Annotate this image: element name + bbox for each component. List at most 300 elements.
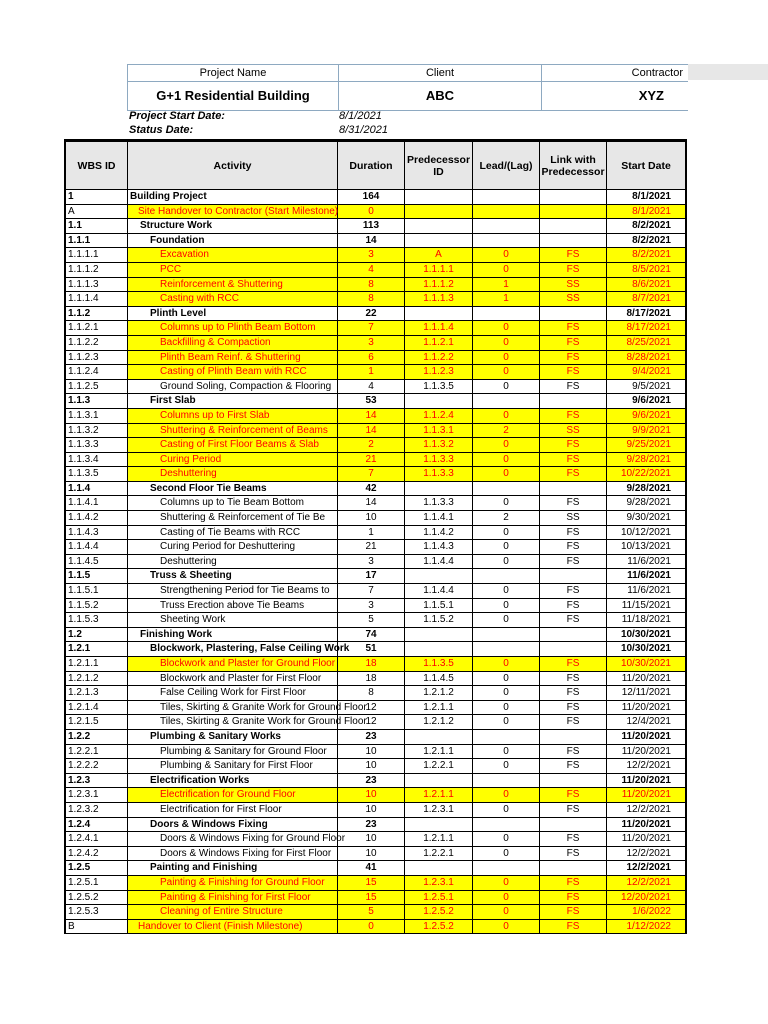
status-date-value: 8/31/2021 <box>339 124 388 136</box>
lead-lag-cell: 2 <box>473 424 540 439</box>
activity-cell: Painting and Finishing <box>128 861 338 876</box>
lead-lag-cell <box>473 861 540 876</box>
link-cell: FS <box>540 555 607 570</box>
link-cell: FS <box>540 613 607 628</box>
activity-cell: Second Floor Tie Beams <box>128 482 338 497</box>
wbs-cell: 1.1.3.3 <box>64 438 128 453</box>
predecessor-cell: 1.1.3.3 <box>405 467 473 482</box>
link-cell <box>540 628 607 643</box>
lead-lag-cell: 0 <box>473 365 540 380</box>
wbs-cell: 1.1.1 <box>64 234 128 249</box>
duration-cell: 10 <box>338 745 405 760</box>
lead-lag-cell: 0 <box>473 248 540 263</box>
link-cell: FS <box>540 803 607 818</box>
activity-cell: Plumbing & Sanitary for Ground Floor <box>128 745 338 760</box>
wbs-cell: 1.2.5.3 <box>64 905 128 920</box>
wbs-cell: 1.2.5 <box>64 861 128 876</box>
link-cell: FS <box>540 336 607 351</box>
link-cell: FS <box>540 876 607 891</box>
activity-cell: Backfilling & Compaction <box>128 336 338 351</box>
predecessor-cell <box>405 628 473 643</box>
start-date-cell: 10/22/2021 <box>607 467 687 482</box>
link-cell <box>540 190 607 205</box>
predecessor-cell: 1.1.3.1 <box>405 424 473 439</box>
lead-lag-cell: 0 <box>473 701 540 716</box>
duration-cell: 42 <box>338 482 405 497</box>
wbs-cell: 1.2.1.4 <box>64 701 128 716</box>
duration-cell: 0 <box>338 205 405 220</box>
start-date-cell: 12/2/2021 <box>607 876 687 891</box>
activity-cell: Casting of Plinth Beam with RCC <box>128 365 338 380</box>
predecessor-cell: 1.1.4.2 <box>405 526 473 541</box>
start-date-cell: 12/11/2021 <box>607 686 687 701</box>
wbs-cell: 1.2.3.1 <box>64 788 128 803</box>
start-date-cell: 8/2/2021 <box>607 234 687 249</box>
activity-cell: Blockwork and Plaster for First Floor <box>128 672 338 687</box>
table-row <box>64 380 687 395</box>
table-row <box>64 365 687 380</box>
activity-cell: Curing Period <box>128 453 338 468</box>
duration-cell: 3 <box>338 555 405 570</box>
client-value: ABC <box>338 81 541 111</box>
predecessor-cell <box>405 730 473 745</box>
predecessor-cell: 1.2.3.1 <box>405 803 473 818</box>
status-date-label: Status Date: <box>129 124 194 136</box>
activity-cell: Shuttering & Reinforcement of Beams <box>128 424 338 439</box>
duration-cell: 51 <box>338 642 405 657</box>
table-row <box>64 905 687 920</box>
activity-cell: Columns up to Tie Beam Bottom <box>128 496 338 511</box>
table-row <box>64 745 687 760</box>
start-date-cell: 9/5/2021 <box>607 380 687 395</box>
project-info-header <box>127 64 688 82</box>
wbs-cell: 1.1.4.4 <box>64 540 128 555</box>
duration-cell: 23 <box>338 818 405 833</box>
lead-lag-cell <box>473 774 540 789</box>
link-cell: FS <box>540 701 607 716</box>
lead-lag-cell: 0 <box>473 336 540 351</box>
col-header-wbs: WBS ID <box>64 142 128 190</box>
client-label: Client <box>338 64 541 82</box>
table-body <box>64 190 687 934</box>
lead-lag-cell: 0 <box>473 891 540 906</box>
duration-cell: 18 <box>338 672 405 687</box>
lead-lag-cell: 0 <box>473 263 540 278</box>
table-row <box>64 292 687 307</box>
duration-cell: 7 <box>338 467 405 482</box>
predecessor-cell: 1.1.2.1 <box>405 336 473 351</box>
predecessor-cell: 1.1.1.3 <box>405 292 473 307</box>
link-cell: FS <box>540 453 607 468</box>
wbs-cell: 1.2.5.1 <box>64 876 128 891</box>
activity-cell: Strengthening Period for Tie Beams to <box>128 584 338 599</box>
lead-lag-cell: 0 <box>473 467 540 482</box>
table-row <box>64 759 687 774</box>
wbs-cell: 1.1.4.3 <box>64 526 128 541</box>
activity-cell: False Ceiling Work for First Floor <box>128 686 338 701</box>
start-date-cell: 12/2/2021 <box>607 861 687 876</box>
predecessor-cell <box>405 642 473 657</box>
start-date-cell: 11/6/2021 <box>607 569 687 584</box>
link-cell <box>540 818 607 833</box>
activity-cell: Casting of Tie Beams with RCC <box>128 526 338 541</box>
activity-cell: Site Handover to Contractor (Start Milestone) <box>128 205 338 220</box>
wbs-cell: 1.2.2.2 <box>64 759 128 774</box>
wbs-cell: 1.2 <box>64 628 128 643</box>
activity-cell: Plumbing & Sanitary for First Floor <box>128 759 338 774</box>
lead-lag-cell <box>473 234 540 249</box>
link-cell: FS <box>540 409 607 424</box>
table-row <box>64 307 687 322</box>
wbs-cell: 1.1.2.2 <box>64 336 128 351</box>
link-cell: FS <box>540 263 607 278</box>
start-date-cell: 11/15/2021 <box>607 599 687 614</box>
wbs-cell: 1.1.3.5 <box>64 467 128 482</box>
predecessor-cell: 1.1.3.3 <box>405 496 473 511</box>
start-date-cell: 8/2/2021 <box>607 248 687 263</box>
activity-cell: Columns up to First Slab <box>128 409 338 424</box>
predecessor-cell: 1.1.4.4 <box>405 584 473 599</box>
start-date-cell: 11/20/2021 <box>607 730 687 745</box>
link-cell: FS <box>540 657 607 672</box>
duration-cell: 1 <box>338 365 405 380</box>
link-cell: FS <box>540 745 607 760</box>
col-header-activity: Activity <box>128 142 338 190</box>
lead-lag-cell <box>473 394 540 409</box>
start-date-cell: 9/6/2021 <box>607 409 687 424</box>
activity-cell: Columns up to Plinth Beam Bottom <box>128 321 338 336</box>
start-date-cell: 10/13/2021 <box>607 540 687 555</box>
table-row <box>64 891 687 906</box>
link-cell: FS <box>540 686 607 701</box>
lead-lag-cell: 0 <box>473 745 540 760</box>
start-date-cell: 8/17/2021 <box>607 307 687 322</box>
duration-cell: 7 <box>338 321 405 336</box>
duration-cell: 15 <box>338 891 405 906</box>
lead-lag-cell <box>473 482 540 497</box>
table-row <box>64 774 687 789</box>
table-row <box>64 584 687 599</box>
start-date-cell: 9/9/2021 <box>607 424 687 439</box>
table-row <box>64 190 687 205</box>
start-date-cell: 9/4/2021 <box>607 365 687 380</box>
link-cell <box>540 205 607 220</box>
lead-lag-cell <box>473 818 540 833</box>
start-date-cell: 8/5/2021 <box>607 263 687 278</box>
predecessor-cell: 1.2.1.1 <box>405 701 473 716</box>
link-cell: FS <box>540 847 607 862</box>
duration-cell: 14 <box>338 234 405 249</box>
table-row <box>64 555 687 570</box>
predecessor-cell: 1.1.4.3 <box>405 540 473 555</box>
lead-lag-cell: 0 <box>473 526 540 541</box>
wbs-cell: 1.2.3 <box>64 774 128 789</box>
start-date-cell: 8/7/2021 <box>607 292 687 307</box>
activity-cell: Curing Period for Deshuttering <box>128 540 338 555</box>
duration-cell: 10 <box>338 832 405 847</box>
col-header-predecessor: Predecessor ID <box>405 142 473 190</box>
link-cell: FS <box>540 672 607 687</box>
activity-cell: Electrification for Ground Floor <box>128 788 338 803</box>
project-info-values <box>127 81 688 111</box>
table-row <box>64 599 687 614</box>
table-row <box>64 394 687 409</box>
table-row <box>64 847 687 862</box>
predecessor-cell <box>405 307 473 322</box>
predecessor-cell: 1.2.5.1 <box>405 891 473 906</box>
start-date-cell: 11/6/2021 <box>607 584 687 599</box>
duration-cell: 15 <box>338 876 405 891</box>
predecessor-cell <box>405 861 473 876</box>
lead-lag-cell: 0 <box>473 584 540 599</box>
predecessor-cell: 1.1.3.3 <box>405 453 473 468</box>
wbs-cell: 1.1.5.2 <box>64 599 128 614</box>
start-date-cell: 11/6/2021 <box>607 555 687 570</box>
table-row <box>64 336 687 351</box>
lead-lag-cell: 0 <box>473 599 540 614</box>
duration-cell: 14 <box>338 424 405 439</box>
activity-cell: Doors & Windows Fixing for Ground Floor <box>128 832 338 847</box>
lead-lag-cell: 1 <box>473 292 540 307</box>
table-row <box>64 818 687 833</box>
predecessor-cell: 1.2.2.1 <box>405 759 473 774</box>
link-cell: FS <box>540 920 607 935</box>
predecessor-cell: 1.2.1.2 <box>405 715 473 730</box>
wbs-cell: 1.1.3.4 <box>64 453 128 468</box>
link-cell <box>540 307 607 322</box>
link-cell: FS <box>540 540 607 555</box>
duration-cell: 5 <box>338 613 405 628</box>
start-date-cell: 12/4/2021 <box>607 715 687 730</box>
wbs-cell: 1.2.1.2 <box>64 672 128 687</box>
project-start-label: Project Start Date: <box>129 110 225 122</box>
table-header <box>64 142 687 190</box>
table-row <box>64 628 687 643</box>
start-date-cell: 8/25/2021 <box>607 336 687 351</box>
start-date-cell: 9/28/2021 <box>607 482 687 497</box>
predecessor-cell: 1.1.1.4 <box>405 321 473 336</box>
wbs-cell: 1.1.3 <box>64 394 128 409</box>
predecessor-cell: 1.2.1.1 <box>405 832 473 847</box>
predecessor-cell: 1.1.3.2 <box>405 438 473 453</box>
start-date-cell: 1/6/2022 <box>607 905 687 920</box>
lead-lag-cell: 0 <box>473 832 540 847</box>
duration-cell: 10 <box>338 511 405 526</box>
duration-cell: 74 <box>338 628 405 643</box>
lead-lag-cell: 0 <box>473 847 540 862</box>
lead-lag-cell <box>473 730 540 745</box>
predecessor-cell: A <box>405 248 473 263</box>
link-cell: FS <box>540 715 607 730</box>
start-date-cell: 8/28/2021 <box>607 351 687 366</box>
wbs-cell: 1.2.2.1 <box>64 745 128 760</box>
duration-cell: 113 <box>338 219 405 234</box>
duration-cell: 8 <box>338 686 405 701</box>
lead-lag-cell: 0 <box>473 453 540 468</box>
wbs-cell: 1.1.5.3 <box>64 613 128 628</box>
lead-lag-cell <box>473 569 540 584</box>
start-date-cell: 9/25/2021 <box>607 438 687 453</box>
lead-lag-cell: 1 <box>473 278 540 293</box>
activity-cell: Finishing Work <box>128 628 338 643</box>
wbs-cell: 1.1.2.4 <box>64 365 128 380</box>
start-date-cell: 9/28/2021 <box>607 496 687 511</box>
table-row <box>64 263 687 278</box>
wbs-cell: 1.1.2.5 <box>64 380 128 395</box>
table-row <box>64 467 687 482</box>
table-row <box>64 861 687 876</box>
table-row <box>64 613 687 628</box>
activity-cell: PCC <box>128 263 338 278</box>
lead-lag-cell <box>473 307 540 322</box>
table-row <box>64 803 687 818</box>
duration-cell: 10 <box>338 759 405 774</box>
wbs-cell: B <box>64 920 128 935</box>
link-cell <box>540 219 607 234</box>
link-cell: SS <box>540 424 607 439</box>
lead-lag-cell: 0 <box>473 920 540 935</box>
predecessor-cell: 1.2.3.1 <box>405 876 473 891</box>
link-cell <box>540 861 607 876</box>
predecessor-cell: 1.1.2.3 <box>405 365 473 380</box>
start-date-cell: 11/20/2021 <box>607 788 687 803</box>
duration-cell: 14 <box>338 409 405 424</box>
table-row <box>64 482 687 497</box>
lead-lag-cell: 0 <box>473 555 540 570</box>
predecessor-cell <box>405 569 473 584</box>
start-date-cell: 12/2/2021 <box>607 759 687 774</box>
link-cell: FS <box>540 365 607 380</box>
col-header-lead-lag: Lead/(Lag) <box>473 142 540 190</box>
activity-cell: Deshuttering <box>128 467 338 482</box>
table-row <box>64 424 687 439</box>
duration-cell: 22 <box>338 307 405 322</box>
start-date-cell: 11/18/2021 <box>607 613 687 628</box>
table-row <box>64 569 687 584</box>
start-date-cell: 8/2/2021 <box>607 219 687 234</box>
link-cell <box>540 569 607 584</box>
lead-lag-cell: 0 <box>473 905 540 920</box>
start-date-cell: 11/20/2021 <box>607 774 687 789</box>
table-row <box>64 642 687 657</box>
duration-cell: 12 <box>338 715 405 730</box>
wbs-cell: 1.2.3.2 <box>64 803 128 818</box>
lead-lag-cell <box>473 628 540 643</box>
wbs-cell: 1.2.4.1 <box>64 832 128 847</box>
activity-cell: Handover to Client (Finish Milestone) <box>128 920 338 935</box>
col-header-duration: Duration <box>338 142 405 190</box>
activity-cell: Foundation <box>128 234 338 249</box>
predecessor-cell: 1.2.1.2 <box>405 686 473 701</box>
schedule-table <box>64 139 687 934</box>
lead-lag-cell: 0 <box>473 803 540 818</box>
link-cell: FS <box>540 438 607 453</box>
wbs-cell: 1.1.3.1 <box>64 409 128 424</box>
wbs-cell: 1.1.4.5 <box>64 555 128 570</box>
activity-cell: Shuttering & Reinforcement of Tie Be <box>128 511 338 526</box>
predecessor-cell <box>405 234 473 249</box>
lead-lag-cell: 0 <box>473 321 540 336</box>
lead-lag-cell: 0 <box>473 540 540 555</box>
table-row <box>64 453 687 468</box>
project-name-label: Project Name <box>127 64 338 82</box>
link-cell <box>540 642 607 657</box>
predecessor-cell: 1.1.5.2 <box>405 613 473 628</box>
duration-cell: 10 <box>338 788 405 803</box>
table-row <box>64 540 687 555</box>
activity-cell: Painting & Finishing for Ground Floor <box>128 876 338 891</box>
duration-cell: 6 <box>338 351 405 366</box>
predecessor-cell: 1.2.1.1 <box>405 788 473 803</box>
table-row <box>64 788 687 803</box>
duration-cell: 3 <box>338 336 405 351</box>
activity-cell: Blockwork, Plastering, False Ceiling Work <box>128 642 338 657</box>
predecessor-cell <box>405 190 473 205</box>
lead-lag-cell <box>473 642 540 657</box>
link-cell: FS <box>540 832 607 847</box>
table-row <box>64 701 687 716</box>
lead-lag-cell: 0 <box>473 380 540 395</box>
predecessor-cell: 1.2.1.1 <box>405 745 473 760</box>
wbs-cell: 1.1.1.3 <box>64 278 128 293</box>
lead-lag-cell: 0 <box>473 409 540 424</box>
project-start-value: 8/1/2021 <box>339 110 382 122</box>
link-cell: FS <box>540 891 607 906</box>
activity-cell: Sheeting Work <box>128 613 338 628</box>
link-cell: FS <box>540 467 607 482</box>
start-date-cell: 8/6/2021 <box>607 278 687 293</box>
activity-cell: Doors & Windows Fixing for First Floor <box>128 847 338 862</box>
start-date-cell: 12/2/2021 <box>607 847 687 862</box>
link-cell: FS <box>540 380 607 395</box>
duration-cell: 5 <box>338 905 405 920</box>
start-date-cell: 10/12/2021 <box>607 526 687 541</box>
predecessor-cell: 1.1.4.1 <box>405 511 473 526</box>
table-row <box>64 496 687 511</box>
wbs-cell: 1.1.5 <box>64 569 128 584</box>
activity-cell: Electrification Works <box>128 774 338 789</box>
predecessor-cell: 1.1.5.1 <box>405 599 473 614</box>
predecessor-cell: 1.2.5.2 <box>405 905 473 920</box>
start-date-cell: 8/17/2021 <box>607 321 687 336</box>
duration-cell: 164 <box>338 190 405 205</box>
wbs-cell: 1.1.5.1 <box>64 584 128 599</box>
activity-cell: Tiles, Skirting & Granite Work for Ground Floor <box>128 715 338 730</box>
lead-lag-cell: 2 <box>473 511 540 526</box>
wbs-cell: 1.1.1.1 <box>64 248 128 263</box>
start-date-cell: 9/6/2021 <box>607 394 687 409</box>
contractor-label: Contractor <box>541 64 688 82</box>
col-header-link: Link with Predecessor <box>540 142 607 190</box>
link-cell <box>540 234 607 249</box>
predecessor-cell <box>405 482 473 497</box>
duration-cell: 21 <box>338 540 405 555</box>
wbs-cell: 1.2.5.2 <box>64 891 128 906</box>
duration-cell: 3 <box>338 599 405 614</box>
wbs-cell: 1.1 <box>64 219 128 234</box>
link-cell: FS <box>540 759 607 774</box>
activity-cell: Building Project <box>128 190 338 205</box>
activity-cell: Plumbing & Sanitary Works <box>128 730 338 745</box>
wbs-cell: 1.1.2.3 <box>64 351 128 366</box>
table-row <box>64 730 687 745</box>
predecessor-cell: 1.1.3.5 <box>405 380 473 395</box>
link-cell <box>540 730 607 745</box>
lead-lag-cell: 0 <box>473 759 540 774</box>
activity-cell: Truss & Sheeting <box>128 569 338 584</box>
table-row <box>64 832 687 847</box>
activity-cell: Ground Soling, Compaction & Flooring <box>128 380 338 395</box>
